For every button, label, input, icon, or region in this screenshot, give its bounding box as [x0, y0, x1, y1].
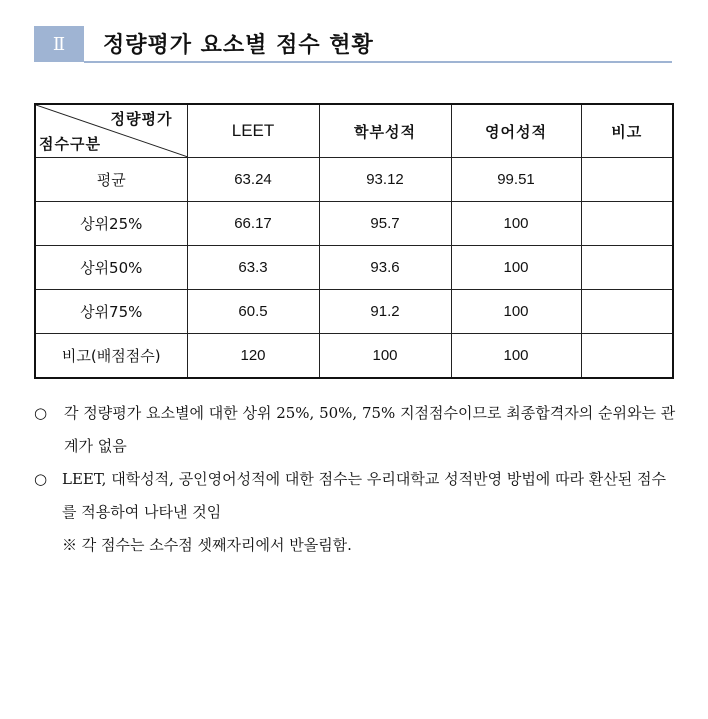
row-label: 상위75% — [35, 290, 187, 334]
note-text: 각 정량평가 요소별에 대한 상위 25%, 50%, 75% 지점점수이므로 최종합격자의 순위와는 관계가 없음 — [64, 404, 676, 455]
table-cell: 63.24 — [187, 158, 319, 202]
table-cell — [581, 246, 673, 290]
table-row — [35, 334, 673, 379]
footnote: ※ 각 점수는 소수점 셋째자리에서 반올림함. — [62, 536, 352, 554]
table-cell: 99.51 — [451, 158, 581, 202]
table-cell: 60.5 — [187, 290, 319, 334]
table-cell: 95.7 — [319, 202, 451, 246]
notes-section — [34, 397, 679, 562]
score-table — [34, 103, 674, 379]
table-cell — [581, 158, 673, 202]
table-cell: 63.3 — [187, 246, 319, 290]
table-cell — [581, 202, 673, 246]
note-item — [34, 463, 679, 529]
table-cell: 100 — [451, 202, 581, 246]
table-cell: 120 — [187, 334, 319, 379]
corner-header-top: 정량평가 — [110, 110, 173, 128]
column-header-remarks: 비고 — [581, 104, 673, 158]
circle-bullet-icon: ○ — [34, 470, 48, 488]
table-cell: 100 — [319, 334, 451, 379]
note-item — [34, 397, 679, 463]
column-header-english-score: 영어성적 — [451, 104, 581, 158]
row-label: 평균 — [35, 158, 187, 202]
table-cell: 91.2 — [319, 290, 451, 334]
table-row — [35, 246, 673, 290]
table-cell: 93.12 — [319, 158, 451, 202]
corner-header-cell — [35, 104, 187, 158]
table-cell: 100 — [451, 290, 581, 334]
corner-header-bottom: 점수구분 — [39, 135, 101, 153]
note-text: LEET, 대학성적, 공인영어성적에 대한 점수는 우리대학교 성적반영 방법에 따라 환산된 점수를 적용하여 나타낸 것임 — [62, 470, 667, 521]
row-label: 비고(배점점수) — [35, 334, 187, 379]
table-cell — [581, 290, 673, 334]
table-row — [35, 290, 673, 334]
section-number-badge: Ⅱ — [34, 26, 84, 62]
column-header-undergrad-grade: 학부성적 — [319, 104, 451, 158]
table-cell: 100 — [451, 246, 581, 290]
table-row — [35, 202, 673, 246]
table-cell: 93.6 — [319, 246, 451, 290]
section-header — [34, 26, 672, 64]
table-cell: 66.17 — [187, 202, 319, 246]
row-label: 상위50% — [35, 246, 187, 290]
table-header-row — [35, 104, 673, 158]
table-cell — [581, 334, 673, 379]
table-row — [35, 158, 673, 202]
column-header-leet: LEET — [187, 104, 319, 158]
section-title-underline — [84, 61, 672, 63]
row-label: 상위25% — [35, 202, 187, 246]
circle-bullet-icon: ○ — [34, 404, 48, 422]
table-cell: 100 — [451, 334, 581, 379]
section-title: 정량평가 요소별 점수 현황 — [103, 33, 374, 58]
